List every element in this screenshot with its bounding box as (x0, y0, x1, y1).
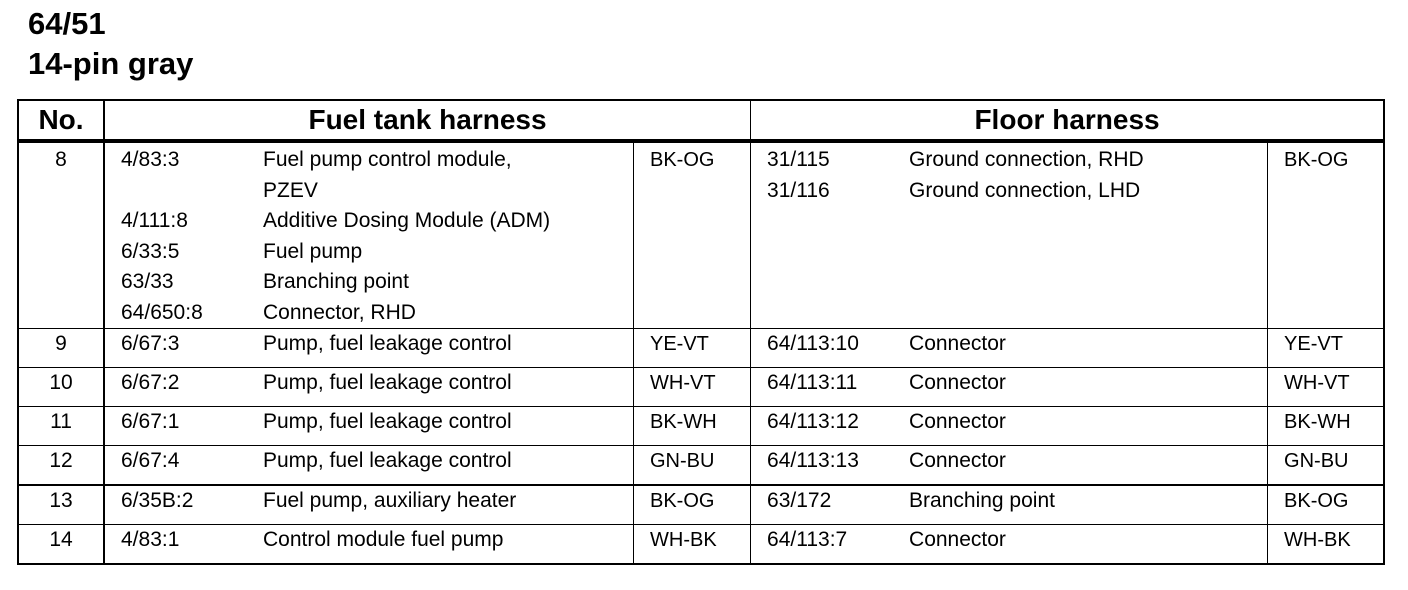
left-wire-color: BK-WH (633, 406, 751, 445)
right-wire-color: YE-VT (1267, 328, 1383, 367)
right-code-cell (751, 141, 909, 328)
left-code: 6/33:5 (121, 239, 180, 263)
left-description: Fuel pump (263, 239, 363, 263)
right-code: 64/113:11 (751, 367, 909, 406)
left-description: Fuel pump, auxiliary heater (263, 484, 633, 524)
left-code: 4/83:1 (105, 524, 263, 563)
left-description: Pump, fuel leakage control (263, 367, 633, 406)
left-description: Connector, RHD (263, 300, 416, 324)
left-description: Pump, fuel leakage control (263, 328, 633, 367)
left-code: 4/111:8 (121, 209, 188, 232)
left-wire-color: WH-BK (633, 524, 751, 563)
right-description: Connector (909, 328, 1267, 367)
left-wire-color: WH-VT (633, 367, 751, 406)
right-description-cell (909, 141, 1267, 328)
table-row (19, 445, 1383, 484)
left-code-cell (105, 141, 263, 328)
right-wire-color: BK-OG (1267, 484, 1383, 524)
column-header-floor-harness: Floor harness (751, 101, 1383, 141)
right-description: Branching point (909, 484, 1267, 524)
left-code: 63/33 (121, 270, 174, 293)
right-wire-color: BK-WH (1267, 406, 1383, 445)
pin-number: 14 (19, 524, 105, 563)
right-code: 31/116 (767, 178, 830, 202)
left-code: 6/67:4 (105, 445, 263, 484)
column-header-no: No. (19, 101, 105, 141)
right-wire-color: WH-VT (1267, 367, 1383, 406)
right-code: 31/115 (767, 148, 830, 171)
right-wire-color: GN-BU (1267, 445, 1383, 484)
pin-number: 11 (19, 406, 105, 445)
left-description: Additive Dosing Module (ADM) (263, 209, 551, 232)
pin-assignment-table (17, 99, 1385, 565)
right-code: 63/172 (751, 484, 909, 524)
left-code: 6/35B:2 (105, 484, 263, 524)
right-wire-color: BK-OG (1267, 141, 1383, 328)
left-description: Control module fuel pump (263, 524, 633, 563)
table-row (19, 524, 1383, 563)
left-description: Pump, fuel leakage control (263, 445, 633, 484)
left-wire-color: YE-VT (633, 328, 751, 367)
table-header-row (19, 101, 1383, 141)
left-code: 6/67:3 (105, 328, 263, 367)
connector-id: 64/51 (28, 6, 106, 41)
left-description: Pump, fuel leakage control (263, 406, 633, 445)
right-wire-color: WH-BK (1267, 524, 1383, 563)
right-code: 64/113:12 (751, 406, 909, 445)
pin-number: 9 (19, 328, 105, 367)
left-code: 6/67:1 (105, 406, 263, 445)
left-code: 64/650:8 (121, 300, 203, 324)
left-description: Fuel pump control module, (263, 148, 512, 171)
right-code: 64/113:10 (751, 328, 909, 367)
left-description: Branching point (263, 270, 409, 293)
table-row (19, 406, 1383, 445)
pin-number: 12 (19, 445, 105, 484)
left-code: 6/67:2 (105, 367, 263, 406)
right-code: 64/113:13 (751, 445, 909, 484)
connector-description: 14-pin gray (28, 46, 194, 81)
title-block (28, 4, 193, 84)
left-wire-color: BK-OG (633, 484, 751, 524)
pin-number: 10 (19, 367, 105, 406)
left-description-cell (263, 141, 633, 328)
left-code (121, 176, 263, 207)
left-wire-color: GN-BU (633, 445, 751, 484)
right-description: Connector (909, 367, 1267, 406)
left-code: 4/83:3 (121, 148, 180, 171)
right-description: Connector (909, 445, 1267, 484)
right-description: Connector (909, 406, 1267, 445)
pin-number: 13 (19, 484, 105, 524)
right-code: 64/113:7 (751, 524, 909, 563)
table-row (19, 484, 1383, 524)
column-header-fuel-tank-harness: Fuel tank harness (105, 101, 751, 141)
right-description: Connector (909, 524, 1267, 563)
table-row (19, 328, 1383, 367)
table-row (19, 141, 1383, 328)
right-description: Ground connection, RHD (909, 148, 1144, 171)
right-description: Ground connection, LHD (909, 178, 1141, 202)
table-row (19, 367, 1383, 406)
pin-number: 8 (19, 141, 105, 328)
left-description: PZEV (263, 178, 318, 202)
left-wire-color: BK-OG (633, 141, 751, 328)
